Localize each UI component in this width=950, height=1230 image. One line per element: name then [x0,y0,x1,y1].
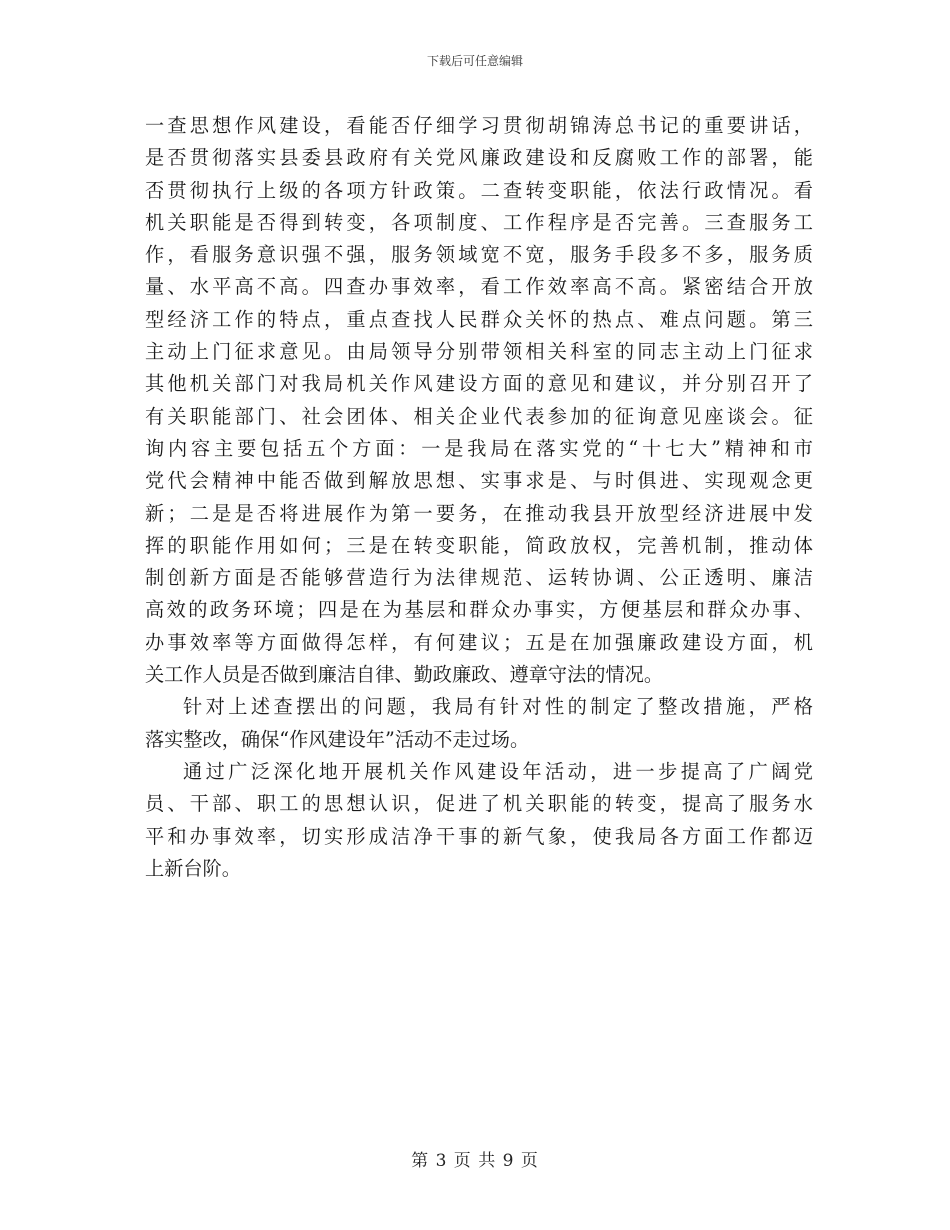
text-line: 制创新方面是否能够营造行为法律规范、运转协调、公正透明、廉洁 [145,566,813,590]
text-line: 关工作人员是否做到廉洁自律、勤政廉政、遵章守法的情况。 [145,663,664,687]
text-line: 挥的职能作用如何；三是在转变职能，简政放权，完善机制，推动体 [145,533,813,557]
text-line: 平和办事效率，切实形成洁净干事的新气象，使我局各方面工作都迈 [145,824,813,848]
page-number: 第 3 页 共 9 页 [411,1151,539,1171]
text-line: 其他机关部门对我局机关作风建设方面的意见和建议，并分别召开了 [145,372,813,396]
text-line: 新；二是是否将进展作为第一要务，在推动我县开放型经济进展中发 [145,501,813,525]
text-line: 有关职能部门、社会团体、相关企业代表参加的征询意见座谈会。征 [145,404,813,428]
text-line: 否贯彻执行上级的各项方针政策。二查转变职能，依法行政情况。看 [145,178,813,202]
text-line: 落实整改，确保“作风建设年”活动不走过场。 [145,727,530,751]
text-line: 询内容主要包括五个方面：一是我局在落实党的“十七大”精神和市 [145,436,813,460]
paragraph-first-line: 针对上述查摆出的问题，我局有针对性的制定了整改措施，严格 [183,695,813,719]
text-line: 一查思想作风建设，看能否仔细学习贯彻胡锦涛总书记的重要讲话， [145,114,813,137]
page-header: 下载后可任意编辑 [426,54,523,68]
text-line: 型经济工作的特点，重点查找人民群众关怀的热点、难点问题。第三 [145,307,813,331]
document-body [145,110,813,885]
text-line: 高效的政务环境；四是在为基层和群众办事实，方便基层和群众办事、 [145,598,813,622]
text-line: 机关职能是否得到转变，各项制度、工作程序是否完善。三查服务工 [145,210,813,234]
paragraph-first-line: 通过广泛深化地开展机关作风建设年活动，进一步提高了广阔党 [183,759,813,783]
text-line: 办事效率等方面做得怎样，有何建议；五是在加强廉政建设方面，机 [145,630,813,654]
text-line: 党代会精神中能否做到解放思想、实事求是、与时俱进、实现观念更 [145,469,813,493]
text-line: 员、干部、职工的思想认识，促进了机关职能的转变，提高了服务水 [145,792,813,816]
text-line: 上新台阶。 [145,856,241,880]
text-line: 作，看服务意识强不强，服务领域宽不宽，服务手段多不多，服务质 [145,243,813,267]
text-line: 主动上门征求意见。由局领导分别带领相关科室的同志主动上门征求 [145,340,813,364]
text-line: 量、水平高不高。四查办事效率，看工作效率高不高。紧密结合开放 [145,275,813,299]
text-line: 是否贯彻落实县委县政府有关党风廉政建设和反腐败工作的部署，能 [145,146,813,170]
